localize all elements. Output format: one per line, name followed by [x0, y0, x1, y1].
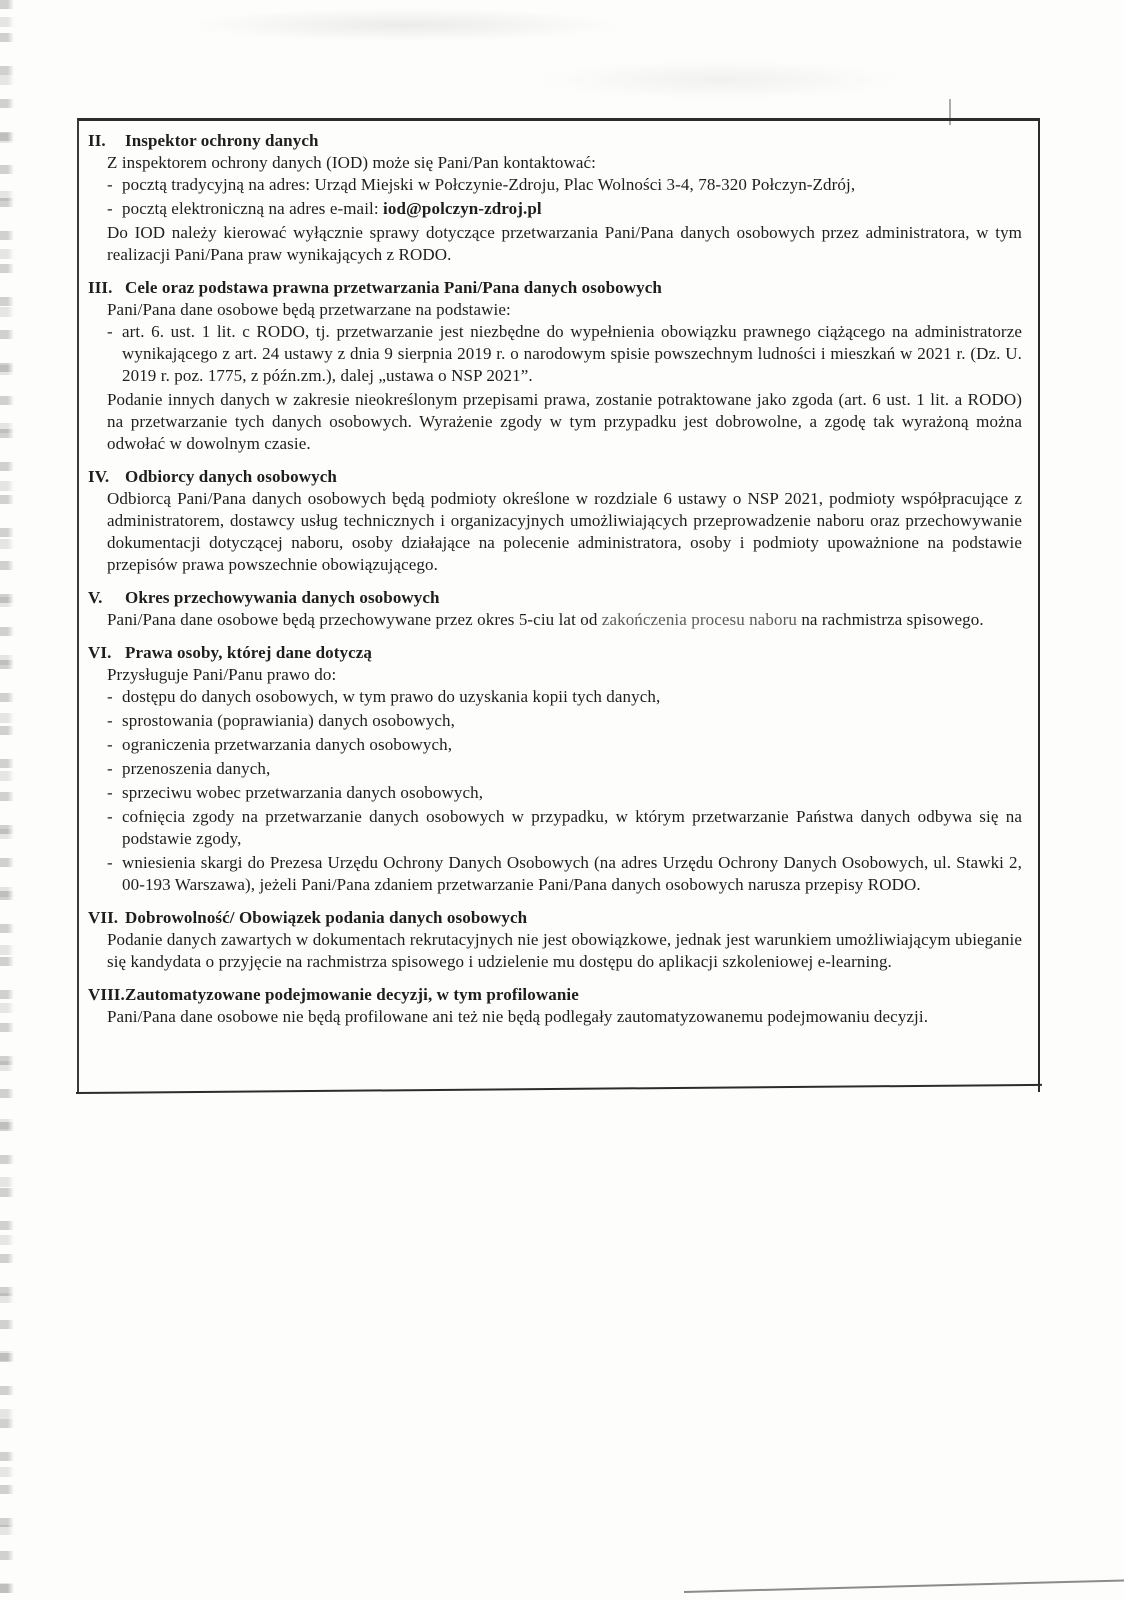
section-intro: Przysługuje Pani/Panu prawo do: — [107, 665, 337, 684]
section-number: VI. — [88, 643, 112, 662]
section-intro: Pani/Pana dane osobowe będą przetwarzane na podstawie: — [107, 300, 511, 319]
section-paragraph: Podanie innych danych w zakresie nieokreślonym przepisami prawa, zostanie potraktowane jako zgoda (art. 6 ust. 1 lit. a RODO) na przetwarzanie tych danych osobowych. Wyrażenie zgody w tym przypadku jest dobrowolne, a zgodę tak wyrażoną można odwołać w dowolnym czasie. — [107, 390, 1022, 453]
list-item-text: przenoszenia danych, — [122, 759, 271, 778]
list-item — [107, 806, 1022, 850]
list-item-text: dostępu do danych osobowych, w tym prawo do uzyskania kopii tych danych, — [122, 687, 661, 706]
document-frame — [77, 118, 1040, 1092]
section-paragraph: Podanie danych zawartych w dokumentach rekrutacyjnych nie jest obowiązkowe, jednak jest warunkiem umożliwiającym ubieganie się kandydata o przyjęcie na rachmistrza spisowego i udzielenie mu dostępu do aplikacji szkoleniowej e-learning. — [107, 930, 1022, 971]
list-item — [107, 852, 1022, 896]
list-item-text: ograniczenia przetwarzania danych osobowych, — [122, 735, 453, 754]
list-item-text-plain: pocztą elektroniczną na adres e-mail: — [122, 199, 384, 218]
scan-bottom-edge-line — [684, 1579, 1124, 1593]
email-address: iod@polczyn-zdroj.pl — [383, 199, 542, 218]
section-number: IV. — [88, 467, 110, 486]
scan-smudge — [190, 8, 620, 42]
section-title: Prawa osoby, której dane dotyczą — [125, 643, 373, 662]
list-item — [107, 758, 1022, 780]
paragraph-part: Pani/Pana dane osobowe będą przechowywane przez okres 5-ciu lat od — [107, 610, 602, 629]
bullet-dash: - — [107, 735, 113, 754]
section-iii-cele-podstawa-prawna — [81, 277, 1022, 455]
list-item — [107, 198, 1022, 220]
section-title: Odbiorcy danych osobowych — [125, 467, 337, 486]
list-item-text: wniesienia skargi do Prezesa Urzędu Ochrony Danych Osobowych (na adres Urzędu Ochrony Danych Osobowych, ul. Stawki 2, 00-193 Warszawa), jeżeli Pani/Pana zdaniem przetwarzanie Pani/Pana danych osobowych narusza przepisy RODO. — [122, 853, 1022, 894]
section-intro: Z inspektorem ochrony danych (IOD) może się Pani/Pan kontaktować: — [107, 153, 596, 172]
list-item — [107, 321, 1022, 387]
section-title: Dobrowolność/ Obowiązek podania danych osobowych — [125, 908, 528, 927]
list-item-text: cofnięcia zgody na przetwarzanie danych osobowych w przypadku, w którym przetwarzanie Państwa danych odbywa się na podstawie zgody, — [122, 807, 1022, 848]
scan-smudge — [540, 60, 900, 100]
paragraph-part: na rachmistrza spisowego. — [796, 610, 984, 629]
bullet-dash: - — [107, 711, 113, 730]
list-item — [107, 686, 1022, 708]
section-viii-zautomatyzowane-decyzje — [81, 984, 1022, 1028]
list-item — [107, 710, 1022, 732]
bullet-dash: - — [107, 199, 113, 218]
list-item-text: sprostowania (poprawiania) danych osobowych, — [122, 711, 455, 730]
section-number: V. — [88, 588, 103, 607]
section-number: VII. — [88, 908, 119, 927]
section-title: Cele oraz podstawa prawna przetwarzania Pani/Pana danych osobowych — [125, 278, 662, 297]
section-iv-odbiorcy-danych — [81, 466, 1022, 576]
bullet-dash: - — [107, 175, 113, 194]
section-ii-inspektor-ochrony-danych — [81, 130, 1022, 266]
scanner-edge-artifacts — [0, 0, 14, 1600]
bullet-dash: - — [107, 687, 113, 706]
section-paragraph: Odbiorcą Pani/Pana danych osobowych będą podmioty określone w rozdziale 6 ustawy o NSP 2021, podmioty współpracujące z administratorem, dostawcy usług technicznych i organizacyjnych umożliwiających przeprowadzenie naboru oraz przechowywanie dokumentacji dotyczącej naboru, osoby działające na polecenie administratora, osoby i podmioty upoważnione na podstawie przepisów prawa powszechnie obowiązującego. — [107, 489, 1022, 574]
section-vii-dobrowolnosc-obowiazek — [81, 907, 1022, 973]
bullet-dash: - — [107, 853, 113, 872]
list-item — [107, 782, 1022, 804]
section-number: III. — [88, 278, 113, 297]
bullet-dash: - — [107, 807, 113, 826]
section-title: Okres przechowywania danych osobowych — [125, 588, 440, 607]
section-title: Zautomatyzowane podejmowanie decyzji, w tym profilowanie — [125, 985, 579, 1004]
section-vi-prawa-osoby — [81, 642, 1022, 896]
list-item — [107, 174, 1022, 196]
section-v-okres-przechowywania — [81, 587, 1022, 631]
section-title: Inspektor ochrony danych — [125, 131, 319, 150]
section-paragraph: Do IOD należy kierować wyłącznie sprawy dotyczące przetwarzania Pani/Pana danych osobowych przez administratora, w tym realizacji Pani/Pana praw wynikających z RODO. — [107, 223, 1022, 264]
list-item-text: pocztą tradycyjną na adres: Urząd Miejski w Połczynie-Zdroju, Plac Wolności 3-4, 78-320 Połczyn-Zdrój, — [122, 175, 856, 194]
list-item-text: art. 6. ust. 1 lit. c RODO, tj. przetwarzanie jest niezbędne do wypełnienia obowiązku prawnego ciążącego na administratorze wynikającego z art. 24 ustawy z dnia 9 sierpnia 2019 r. o narodowym spisie powszechnym ludności i mieszkań w 2021 r. (Dz. U. 2019 r. poz. 1775, z późn.zm.), dalej „ustawa o NSP 2021”. — [122, 322, 1022, 385]
section-number: VIII. — [88, 985, 125, 1004]
paragraph-part-faded: zakończenia procesu naboru — [601, 610, 797, 629]
bullet-dash: - — [107, 322, 113, 341]
list-item-text: sprzeciwu wobec przetwarzania danych osobowych, — [122, 783, 484, 802]
section-paragraph: Pani/Pana dane osobowe nie będą profilowane ani też nie będą podlegały zautomatyzowanemu podejmowaniu decyzji. — [107, 1007, 929, 1026]
section-number: II. — [88, 131, 106, 150]
section-paragraph — [107, 609, 1022, 631]
bullet-dash: - — [107, 759, 113, 778]
list-item-text — [122, 198, 1022, 220]
list-item — [107, 734, 1022, 756]
bullet-dash: - — [107, 783, 113, 802]
